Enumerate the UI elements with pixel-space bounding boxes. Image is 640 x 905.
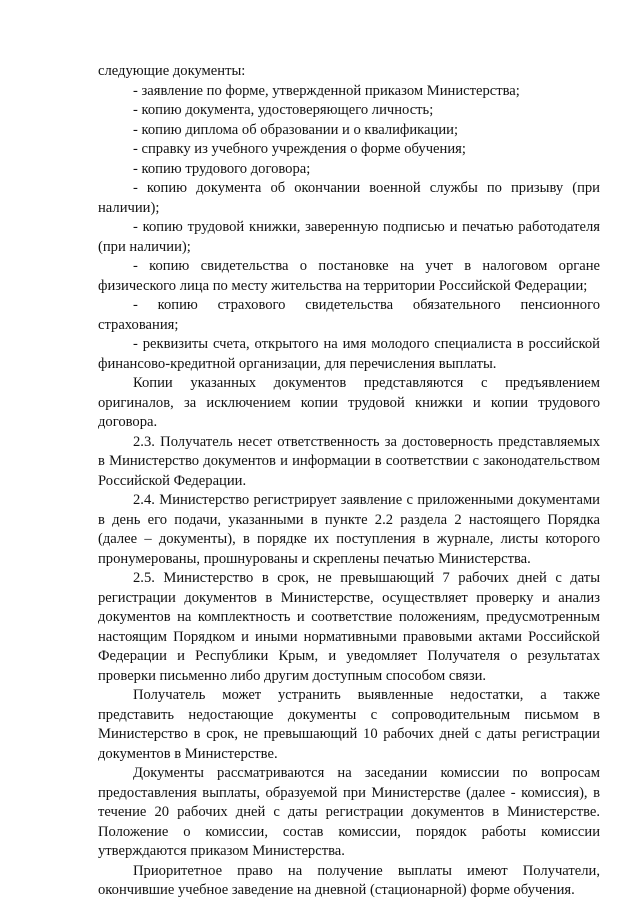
paragraph-2-3: 2.3. Получатель несет ответственность за достоверность представляемых в Министерство документов и информации в соответствии с законодательством Российской Федерации. xyxy=(98,433,600,489)
list-item: - копию документа, удостоверяющего личность; xyxy=(133,102,434,118)
paragraph-2-5: 2.5. Министерство в срок, не превышающий 7 рабочих дней с даты регистрации документов в Министерстве, осуществляет проверку и анализ документов на комплектность и соответствие положениям, предусмотренным настоящим Порядком и иными нормативными правовыми актами Российской Федерации и Республики Крым, и уведомляет Получателя о результатах проверки письменно либо другим доступным способом связи. xyxy=(98,570,600,684)
intro-line: следующие документы: xyxy=(98,63,246,79)
paragraph-commission: Документы рассматриваются на заседании комиссии по вопросам предоставления выплаты, образуемой при Министерстве (далее - комиссия), в течение 20 рабочих дней с даты регистрации документов в Министерстве. Положение о комиссии, состав комиссии, порядок работы комиссии утверждаются приказом Министерства. xyxy=(98,765,600,859)
list-item: - копию диплома об образовании и о квалификации; xyxy=(133,121,459,138)
paragraph-2-4: 2.4. Министерство регистрирует заявление с приложенными документами в день его подачи, указанными в пункте 2.2 раздела 2 настоящего Порядка (далее – документы), в порядке их поступления в журнале, листы которого пронумерованы, прошнурованы и скреплены печатью Министерства. xyxy=(98,492,600,567)
list-item: - реквизиты счета, открытого на имя молодого специалиста в российской финансово-кредитной организации, для перечисления выплаты. xyxy=(98,336,600,372)
list-item: - заявление по форме, утвержденной приказом Министерства; xyxy=(133,82,520,99)
list-item: - справку из учебного учреждения о форме обучения; xyxy=(133,141,466,157)
document-list xyxy=(98,82,600,375)
list-item: - копию свидетельства о постановке на учет в налоговом органе физического лица по месту жительства на территории Российской Федерации; xyxy=(98,258,600,294)
list-item: - копию трудового договора; xyxy=(133,160,311,177)
list-item: - копию страхового свидетельства обязательного пенсионного страхования; xyxy=(98,297,600,333)
paragraph-copies: Копии указанных документов представляются с предъявлением оригиналов, за исключением копии трудовой книжки и копии трудового договора. xyxy=(98,375,600,430)
list-item: - копию документа об окончании военной службы по призыву (при наличии); xyxy=(98,180,600,216)
paragraph-deficiencies: Получатель может устранить выявленные недостатки, а также представить недостающие документы с сопроводительным письмом в Министерство в срок, не превышающий 10 рабочих дней с даты регистрации документов в Министерстве. xyxy=(98,687,600,762)
list-item: - копию трудовой книжки, заверенную подписью и печатью работодателя (при наличии); xyxy=(98,219,600,255)
paragraph-priority: Приоритетное право на получение выплаты имеют Получатели, окончившие учебное заведение на дневной (стационарной) форме обучения. xyxy=(98,862,600,898)
